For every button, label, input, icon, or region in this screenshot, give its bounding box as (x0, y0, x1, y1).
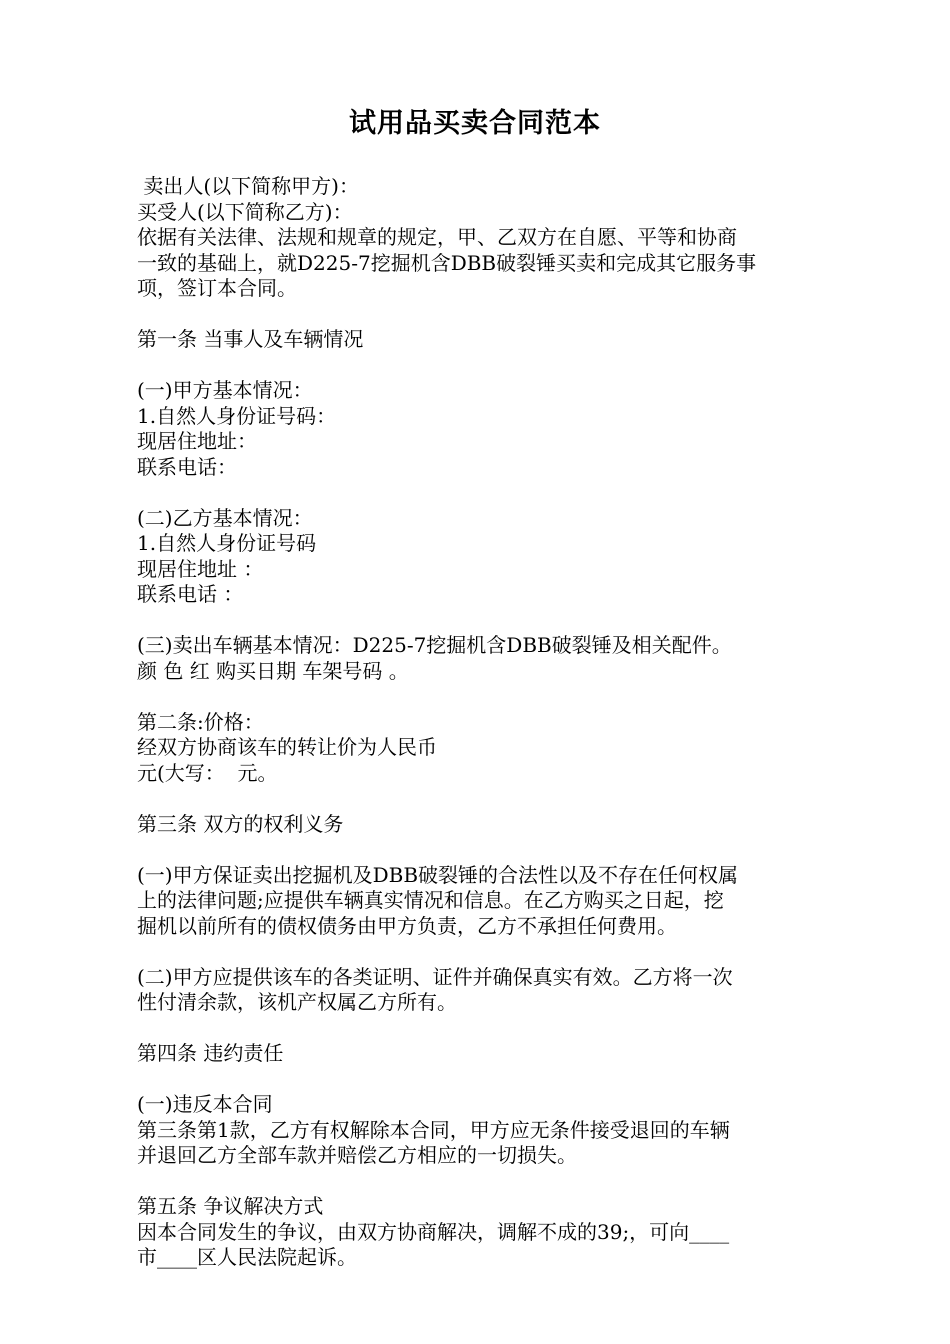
article-1-heading: 第一条 当事人及车辆情况 (137, 327, 364, 351)
spacer (137, 786, 817, 812)
spacer (137, 684, 817, 710)
spacer (137, 608, 817, 634)
article-3-clause-1-line: 掘机以前所有的债权债务由甲方负责，乙方不承担任何费用。 (137, 913, 677, 938)
party-a-phone: 联系电话： (137, 454, 237, 479)
article-4-clause-1-heading: (一)违反本合同 (137, 1092, 273, 1116)
vehicle-line-1: (三)卖出车辆基本情况：D225-7挖掘机含DBB破裂锤及相关配件。 (137, 633, 732, 657)
party-a-heading: (一)甲方基本情况： (137, 378, 313, 402)
article-5-line: 市____区人民法院起诉。 (137, 1245, 357, 1269)
document-body (137, 174, 817, 1271)
spacer (137, 1169, 817, 1195)
seller-line: 卖出人(以下简称甲方)： (137, 174, 359, 198)
article-2-heading: 第二条:价格： (137, 709, 264, 734)
party-a-id: 1.自然人身份证号码： (137, 403, 337, 428)
article-3-clause-1-line: (一)甲方保证卖出挖掘机及DBB破裂锤的合法性以及不存在任何权属 (137, 862, 739, 887)
spacer (137, 837, 817, 863)
spacer (137, 1016, 817, 1042)
spacer (137, 302, 817, 328)
party-b-phone: 联系电话 ： (137, 582, 244, 606)
party-b-id: 1.自然人身份证号码 (137, 531, 317, 555)
document-title: 试用品买卖合同范本 (349, 108, 601, 139)
price-line-2: 元(大写： 元。 (137, 760, 278, 785)
spacer (137, 480, 817, 506)
price-line-1: 经双方协商该车的转让价为人民币 (137, 735, 437, 759)
intro-line-2: 一致的基础上，就D225-7挖掘机含DBB破裂锤买卖和完成其它服务事 (137, 250, 757, 275)
spacer (137, 939, 817, 965)
spacer (137, 353, 817, 379)
article-3-heading: 第三条 双方的权利义务 (137, 811, 344, 836)
intro-line-1: 依据有关法律、法规和规章的规定，甲、乙双方在自愿、平等和协商 (137, 225, 737, 249)
vehicle-line-2: 颜 色 红 购买日期 车架号码 。 (137, 658, 409, 683)
article-3-clause-1-line: 上的法律问题;应提供车辆真实情况和信息。在乙方购买之日起，挖 (137, 888, 724, 912)
party-a-address: 现居住地址： (137, 429, 257, 453)
party-b-heading: (二)乙方基本情况： (137, 505, 313, 530)
article-3-clause-2-line: (二)甲方应提供该车的各类证明、证件并确保真实有效。乙方将一次 (137, 964, 733, 989)
article-4-heading: 第四条 违约责任 (137, 1041, 284, 1065)
article-4-clause-1-line: 第三条第1款，乙方有权解除本合同，甲方应无条件接受退回的车辆 (137, 1117, 730, 1142)
buyer-line: 买受人(以下简称乙方)： (137, 199, 353, 224)
article-5-heading: 第五条 争议解决方式 (137, 1194, 324, 1218)
intro-line-3: 项，签订本合同。 (137, 276, 297, 300)
party-b-address: 现居住地址 ： (137, 556, 264, 581)
article-4-clause-1-line: 并退回乙方全部车款并赔偿乙方相应的一切损失。 (137, 1143, 577, 1167)
article-5-line: 因本合同发生的争议，由双方协商解决，调解不成的39;，可向____ (137, 1219, 730, 1244)
spacer (137, 1067, 817, 1093)
article-3-clause-2-line: 性付清余款，该机产权属乙方所有。 (137, 990, 457, 1014)
